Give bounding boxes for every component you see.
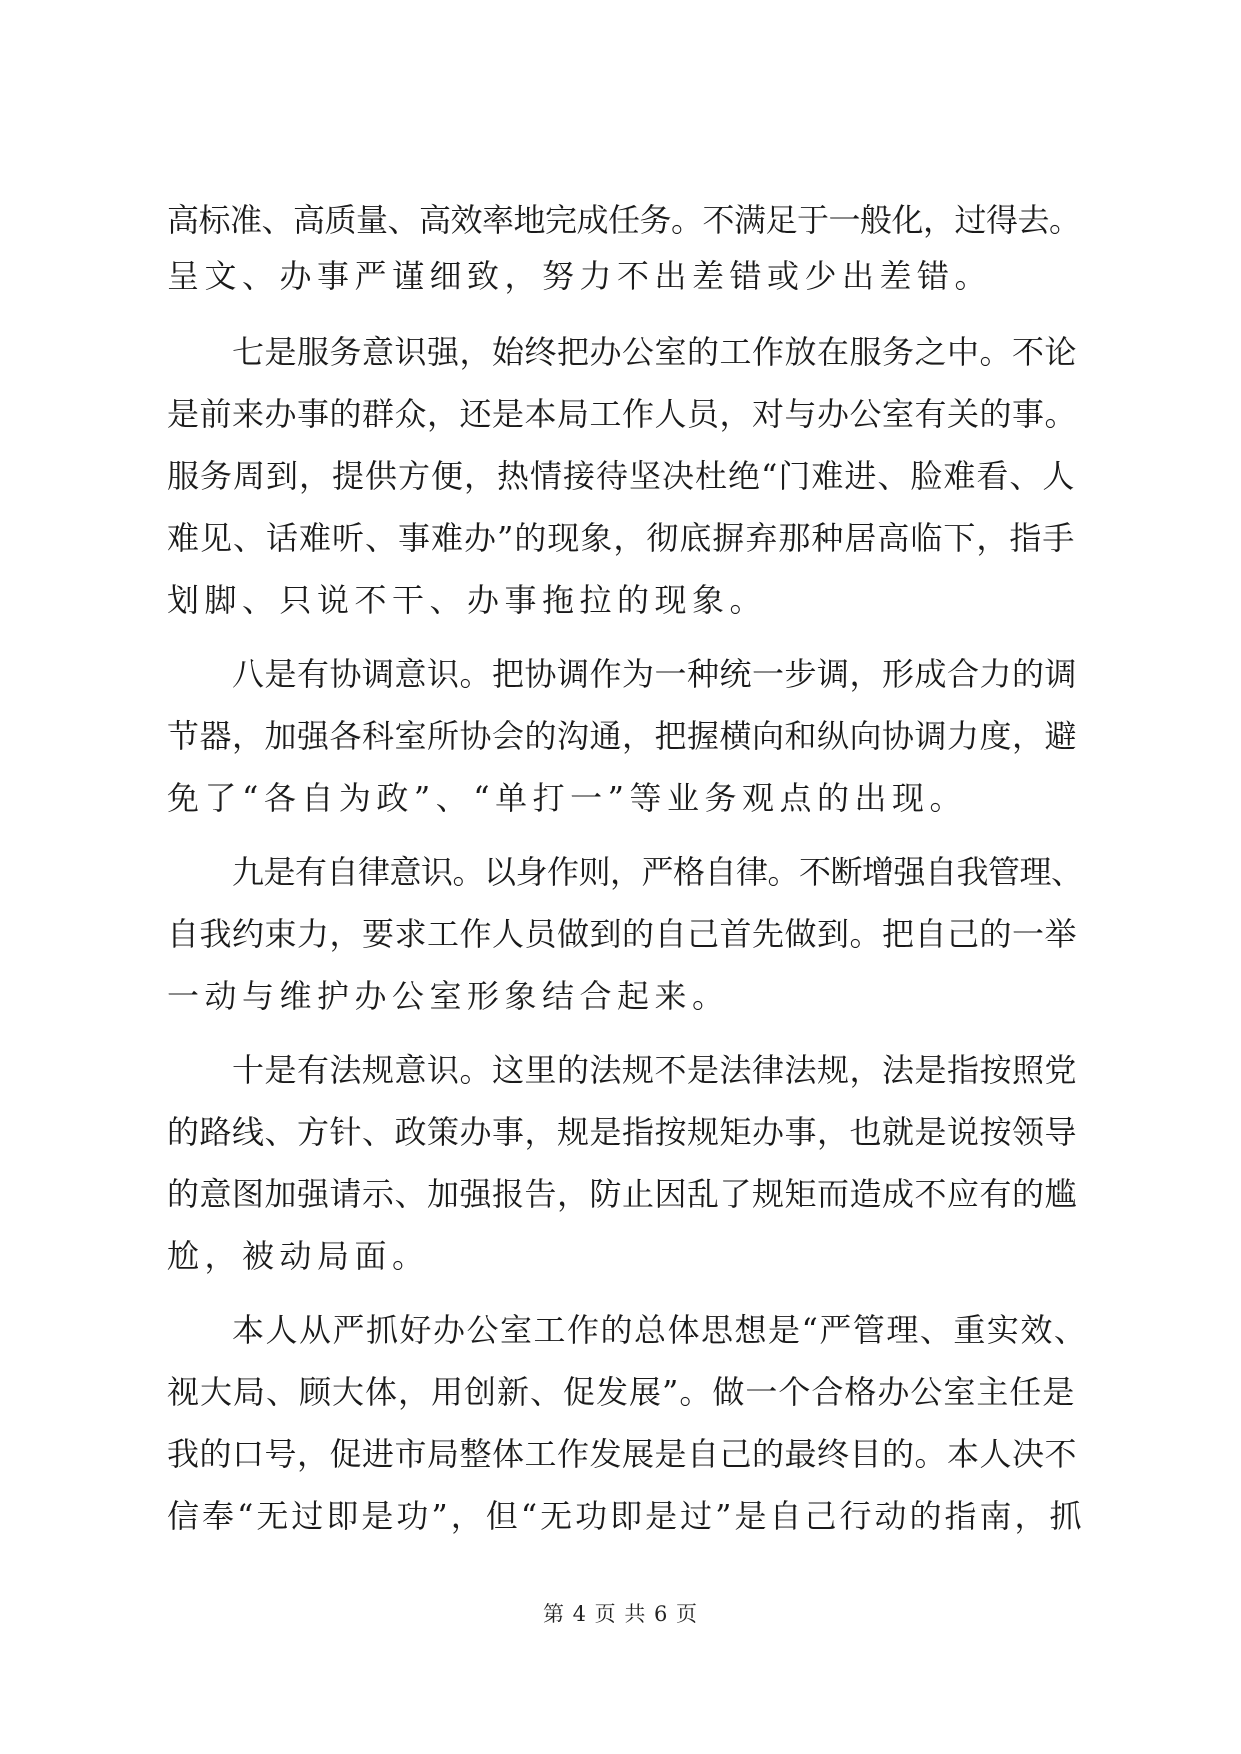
text-line: 节器，加强各科室所协会的沟通，把握横向和纵向协调力度，避 xyxy=(167,717,1078,755)
text-line: 难见、话难听、事难办”的现象，彻底摒弃那种居高临下，指手 xyxy=(167,519,1076,557)
page-number-footer: 第 4 页 共 6 页 xyxy=(542,1602,699,1626)
text-line: 划脚、只说不干、办事拖拉的现象。 xyxy=(167,581,768,619)
text-line: 九是有自律意识。以身作则，严格自律。不断增强自我管理、 xyxy=(232,853,1083,891)
text-line: 视大局、顾大体，用创新、促发展”。做一个合格办公室主任是 xyxy=(167,1373,1076,1411)
text-line: 信奉“无过即是功”，但“无功即是过”是自己行动的指南，抓 xyxy=(167,1497,1085,1535)
text-line: 呈文、办事严谨细致，努力不出差错或少出差错。 xyxy=(167,257,993,295)
text-line: 的路线、方针、政策办事，规是指按规矩办事，也就是说按领导 xyxy=(167,1113,1078,1151)
text-line: 七是服务意识强，始终把办公室的工作放在服务之中。不论 xyxy=(232,333,1078,371)
text-line: 免了“各自为政”、“单打一”等业务观点的出现。 xyxy=(167,779,967,817)
text-line: 我的口号，促进市局整体工作发展是自己的最终目的。本人决不 xyxy=(167,1435,1078,1473)
text-line: 十是有法规意识。这里的法规不是法律法规，法是指按照党 xyxy=(232,1051,1078,1089)
text-line: 尬，被动局面。 xyxy=(167,1237,430,1275)
text-line: 自我约束力，要求工作人员做到的自己首先做到。把自己的一举 xyxy=(167,915,1078,953)
text-line: 是前来办事的群众，还是本局工作人员，对与办公室有关的事。 xyxy=(167,395,1078,433)
text-line: 八是有协调意识。把协调作为一种统一步调，形成合力的调 xyxy=(232,655,1078,693)
text-line: 的意图加强请示、加强报告，防止因乱了规矩而造成不应有的尴 xyxy=(167,1175,1078,1213)
text-line: 本人从严抓好办公室工作的总体思想是“严管理、重实效、 xyxy=(232,1311,1088,1349)
text-line: 高标准、高质量、高效率地完成任务。不满足于一般化，过得去。 xyxy=(167,201,1081,239)
text-line: 服务周到，提供方便，热情接待坚决杜绝“门难进、脸难看、人 xyxy=(167,457,1076,495)
text-line: 一动与维护办公室形象结合起来。 xyxy=(167,977,730,1015)
